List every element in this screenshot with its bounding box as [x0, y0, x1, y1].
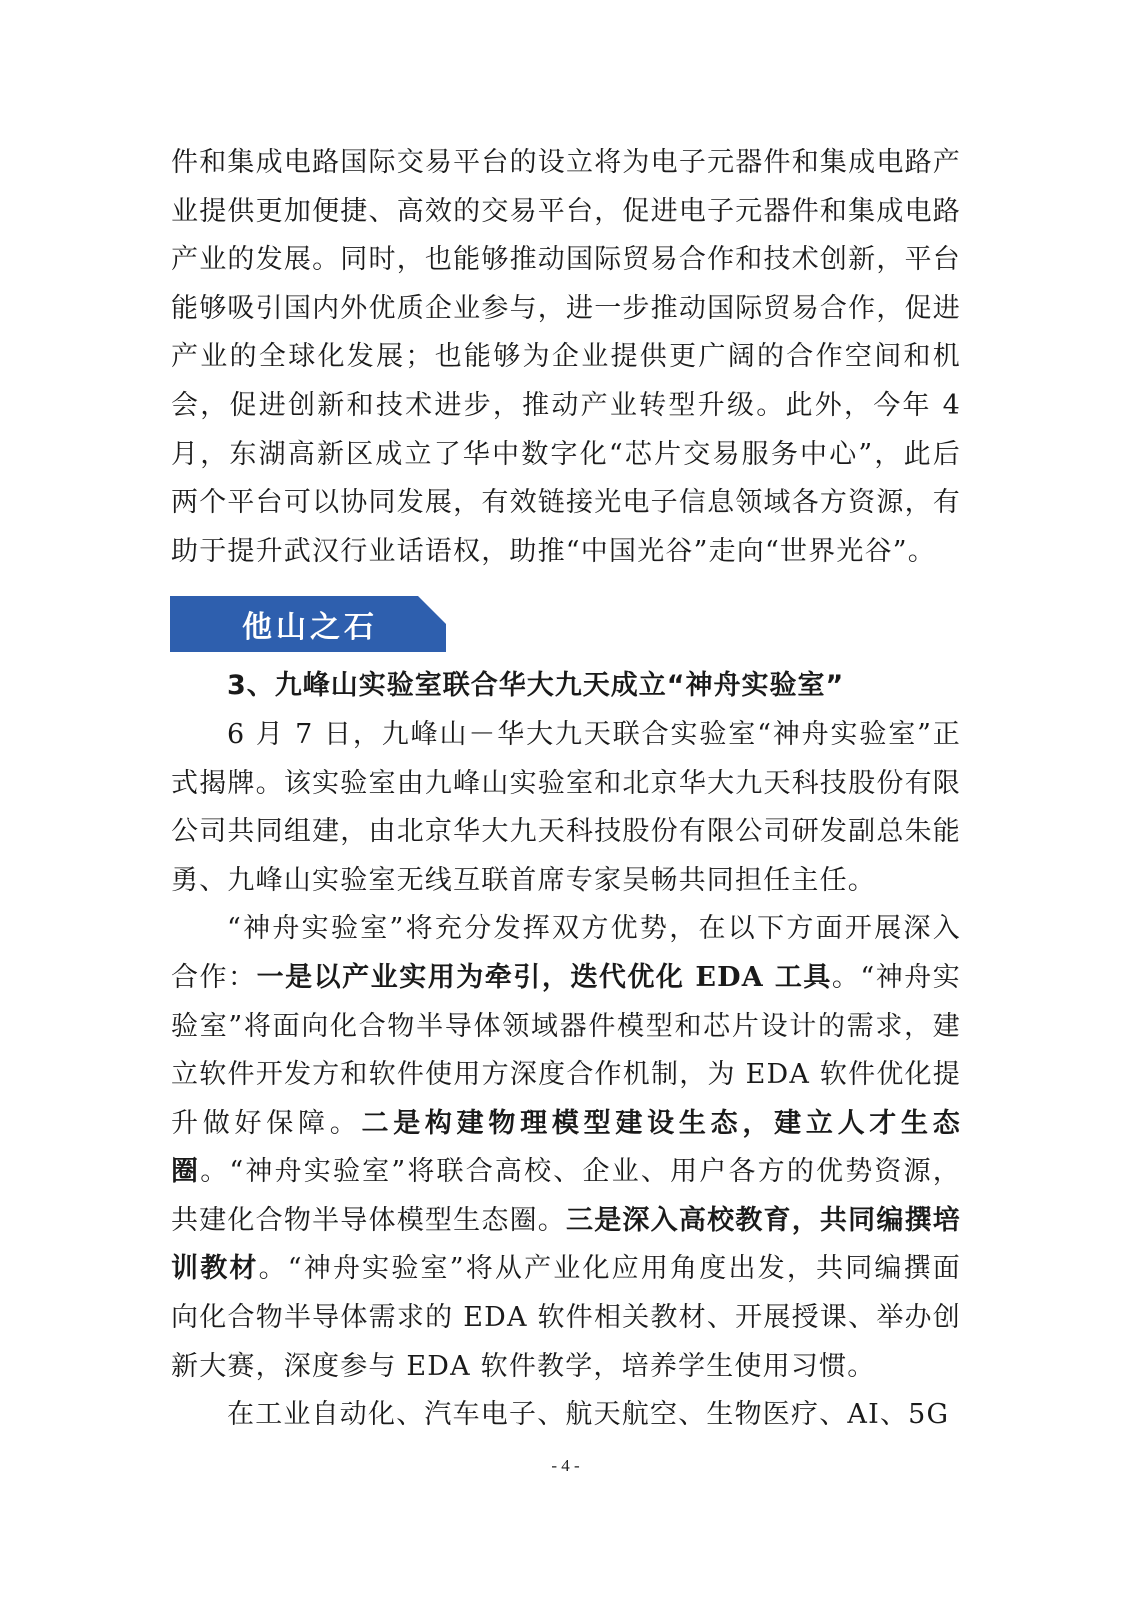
key-point-2: 二是构建物理模型建设生态，建立人才生态圈: [171, 1107, 961, 1188]
section-title: 他山之石: [242, 610, 378, 646]
key-point-3-text: 。“神舟实验室”将从产业化应用角度出发，共同编撰面向化合物半导体需求的 EDA 软件相关教材、开展授课、举办创新大赛，深度参与 EDA 软件教学，培养学生使用习惯。: [171, 1253, 961, 1382]
article-heading: 3、九峰山实验室联合华大九天成立“神舟实验室”: [227, 670, 845, 702]
key-point-3: 三是深入高校教育，共同编撰培训教材: [171, 1204, 961, 1285]
page-number: - 4 -: [551, 1456, 580, 1475]
article-paragraph-1: 6 月 7 日，九峰山－华大九天联合实验室“神舟实验室”正式揭牌。该实验室由九峰山实验室和北京华大九天科技股份有限公司共同组建，由北京华大九天科技股份有限公司研发副总朱能勇、九峰山实验室无线互联首席专家吴畅共同担任主任。: [171, 718, 961, 896]
intro-paragraph: 件和集成电路国际交易平台的设立将为电子元器件和集成电路产业提供更加便捷、高效的交易平台，促进电子元器件和集成电路产业的发展。同时，也能够推动国际贸易合作和技术创新，平台能够吸引国内外优质企业参与，进一步推动国际贸易合作，促进产业的全球化发展；也能够为企业提供更广阔的合作空间和机会，促进创新和技术进步，推动产业转型升级。此外，今年 4 月，东湖高新区成立了华中数字化“芯片交易服务中心”，此后两个平台可以协同发展，有效链接光电子信息领域各方资源，有助于提升武汉行业话语权，助推“中国光谷”走向“世界光谷”。: [171, 147, 961, 567]
key-point-1: 一是以产业实用为牵引，迭代优化 EDA 工具: [256, 961, 832, 993]
page-content: [171, 139, 961, 1440]
key-point-2-text: 。“神舟实验室”将联合高校、企业、用户各方的优势资源，共建化合物半导体模型生态圈。: [171, 1156, 961, 1236]
paragraph-2-intro: “神舟实验室”将充分发挥双方优势，在以下方面开展深入合作：: [171, 913, 961, 993]
article-paragraph-2: [171, 905, 961, 1391]
section-banner: [170, 596, 446, 652]
article-paragraph-3: 在工业自动化、汽车电子、航天航空、生物医疗、AI、5G: [227, 1399, 950, 1431]
key-point-1-text: 。“神舟实验室”将面向化合物半导体领域器件模型和芯片设计的需求，建立软件开发方和软件使用方深度合作机制，为 EDA 软件优化提升做好保障。: [171, 961, 961, 1139]
